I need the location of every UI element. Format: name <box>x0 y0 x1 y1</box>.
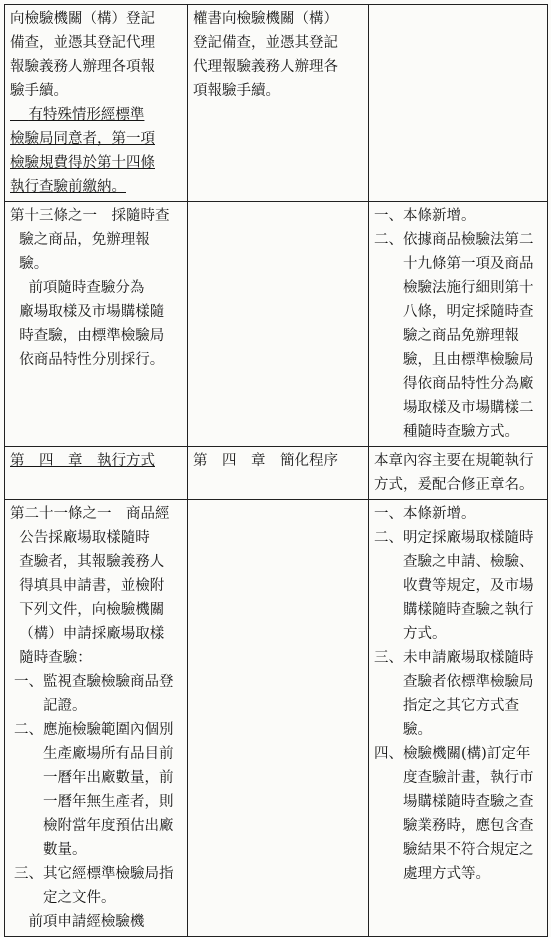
table-row <box>5 447 548 500</box>
list-text: 未申請廠場取樣隨時查驗者依標準檢驗局指定之其它方式查驗。 <box>403 650 534 738</box>
list-text: 監視查驗檢驗商品登記證。 <box>43 674 174 714</box>
current-chapter-title-cell <box>188 447 369 500</box>
list-text: 本條新增。 <box>403 208 476 224</box>
list-marker: 三、 <box>374 650 403 666</box>
list-item <box>374 742 542 886</box>
list-text: 檢驗機關(構)訂定年度查驗計畫，執行市場購樣隨時查驗之查驗業務時，應包含查驗結果不符合規定之處理方式等。 <box>403 746 534 882</box>
comparison-table <box>4 4 548 937</box>
explanation-cell <box>369 202 548 447</box>
amended-text-cell <box>5 5 188 202</box>
chapter-title: 第 四 章 執行方式 <box>10 453 155 469</box>
explanation-list <box>374 502 542 886</box>
current-text-cell <box>188 202 369 447</box>
table-row <box>5 500 548 937</box>
article-paragraph-amended: 有特殊情形經標準 檢驗局同意者，第一項 檢驗規費得於第十四條 執行查驗前繳納。 <box>10 107 155 195</box>
list-item <box>14 718 182 862</box>
table-row <box>5 202 548 447</box>
article-paragraph: 權書向檢驗機關（構） 登記備查，並憑其登記 代理報驗義務人辦理各 項報驗手續。 <box>193 11 338 99</box>
explanation-cell <box>369 5 548 202</box>
explanation-cell <box>369 447 548 500</box>
list-marker: 一、 <box>374 506 403 522</box>
list-text: 本條新增。 <box>403 506 476 522</box>
list-marker: 四、 <box>374 746 403 762</box>
article-paragraph: 前項隨時查驗分為 廠場取樣及市場購樣隨 時查驗，由標準檢驗局 依商品特性分別採行。 <box>19 280 165 368</box>
list-item <box>374 526 542 646</box>
chapter-explanation: 本章內容主要在規範執行 方式，爰配合修正章名。 <box>374 453 534 493</box>
list-item <box>374 502 542 526</box>
list-item <box>374 204 542 228</box>
list-item <box>374 646 542 742</box>
list-marker: 二、 <box>14 722 43 738</box>
explanation-list <box>374 204 542 444</box>
list-text: 應施檢驗範圍內個別生產廠場所有品目前一曆年出廠數量，前一曆年無生產者，則檢附當年度預估出廠數量。 <box>43 722 174 858</box>
list-marker: 一、 <box>374 208 403 224</box>
explanation-cell <box>369 500 548 937</box>
amended-text-cell <box>5 500 188 937</box>
list-marker: 二、 <box>374 530 403 546</box>
list-text: 明定採廠場取樣隨時查驗之申請、檢驗、收費等規定，及市場購樣隨時查驗之執行方式。 <box>403 530 534 642</box>
list-item <box>374 228 542 444</box>
article-heading: 第十三條之一 採隨時查 驗之商品，免辦理報 驗。 <box>10 208 170 272</box>
list-marker: 一、 <box>14 674 43 690</box>
article-paragraph-continued: 前項申請經檢驗機 <box>10 914 145 930</box>
amended-text-cell <box>5 202 188 447</box>
list-item <box>14 862 182 910</box>
amended-chapter-title-cell <box>5 447 188 500</box>
list-text: 其它經標準檢驗局指定之文件。 <box>43 866 174 906</box>
list-text: 依據商品檢驗法第二十九條第一項及商品檢驗法施行細則第十八條，明定採隨時查驗之商品免辦理報驗，且由標準檢驗局得依商品特性分為廠場取樣及市場購樣二種隨時查驗方式。 <box>403 232 534 440</box>
current-text-cell <box>188 5 369 202</box>
document-list <box>10 670 182 910</box>
chapter-title: 第 四 章 簡化程序 <box>193 453 338 469</box>
article-heading: 第二十一條之一 商品經 公告採廠場取樣隨時 查驗者，其報驗義務人 得填具申請書，並檢附 下列文件，向檢驗機關 （構）申請採廠場取樣 隨時查驗： <box>10 506 170 666</box>
article-paragraph: 向檢驗機關（構）登記 備查，並憑其登記代理 報驗義務人辦理各項報 驗手續。 <box>10 11 155 99</box>
list-item <box>14 670 182 718</box>
list-marker: 三、 <box>14 866 43 882</box>
list-marker: 二、 <box>374 232 403 248</box>
current-text-cell <box>188 500 369 937</box>
table-row <box>5 5 548 202</box>
